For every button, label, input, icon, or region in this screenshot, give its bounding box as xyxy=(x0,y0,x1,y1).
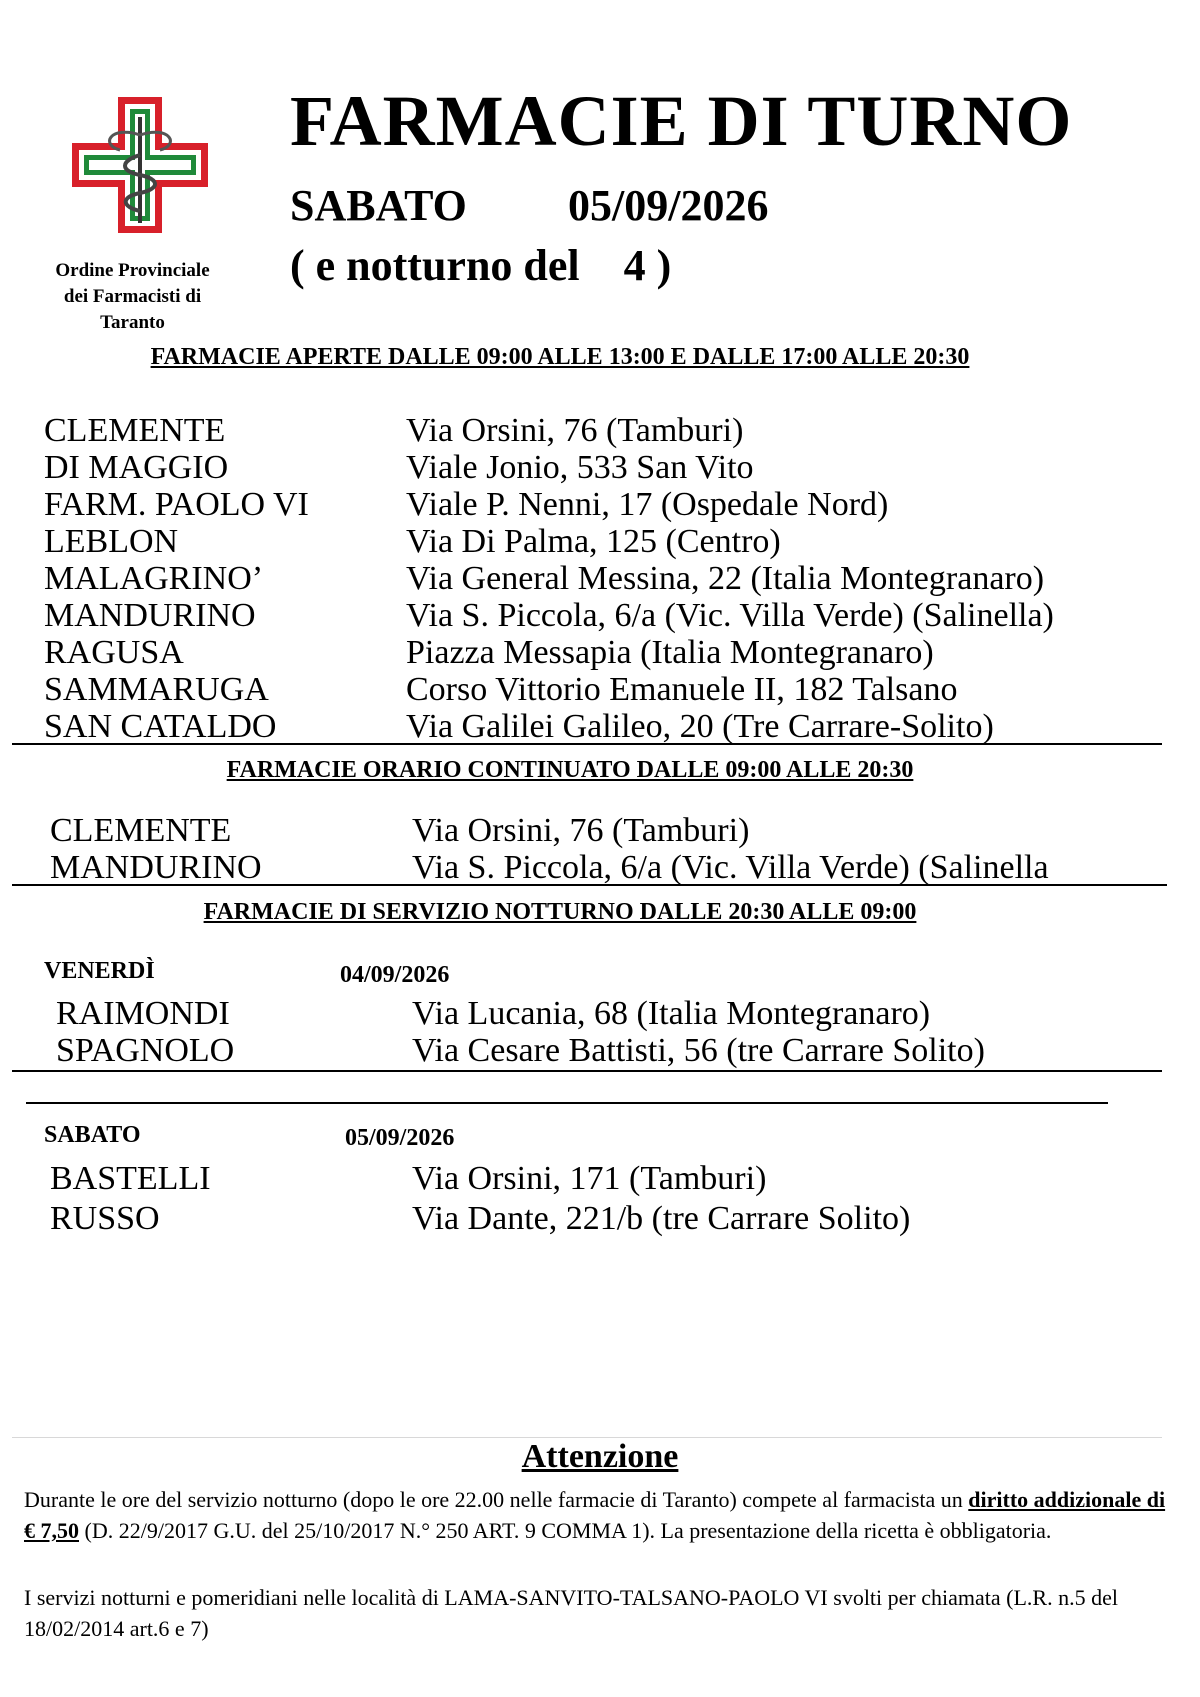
pharmacy-address: Piazza Messapia (Italia Montegranaro) xyxy=(406,634,934,671)
pharmacy-address: Via S. Piccola, 6/a (Vic. Villa Verde) (Salinella) xyxy=(406,597,1054,634)
pharmacy-address: Via Orsini, 76 (Tamburi) xyxy=(412,812,750,849)
pharmacy-address: Via Orsini, 76 (Tamburi) xyxy=(406,412,744,449)
org-line: dei Farmacisti di xyxy=(63,286,202,307)
pharmacy-row xyxy=(44,708,1164,745)
attention-text: Durante le ore del servizio notturno (dopo le ore 22.00 nelle farmacie di Taranto) compete al farmacista un xyxy=(24,1487,963,1512)
pharmacy-address: Corso Vittorio Emanuele II, 182 Talsano xyxy=(406,671,958,708)
attention-text: (D. 22/9/2017 G.U. del 25/10/2017 N.° 250 ART. 9 COMMA 1). La presentazione della ricetta è obbligatoria. xyxy=(79,1518,1052,1543)
pharmacy-name: CLEMENTE xyxy=(50,812,232,849)
pharmacy-address: Via Lucania, 68 (Italia Montegranaro) xyxy=(412,995,931,1032)
pharmacy-row xyxy=(56,1032,1176,1069)
pharmacy-address: Via S. Piccola, 6/a (Vic. Villa Verde) (Salinella xyxy=(412,849,1049,886)
pharmacy-name: SAN CATALDO xyxy=(44,708,277,745)
pharmacy-name: SAMMARUGA xyxy=(44,671,269,708)
date-label: 05/09/2026 xyxy=(568,181,769,230)
day-label: SABATO xyxy=(290,181,467,230)
pharmacy-name: SPAGNOLO xyxy=(56,1032,235,1069)
pharmacy-row xyxy=(44,597,1164,634)
divider xyxy=(12,1070,1162,1072)
pharmacy-row xyxy=(44,560,1164,597)
section-continuous-heading: FARMACIE ORARIO CONTINUATO DALLE 09:00 ALLE 20:30 xyxy=(226,757,914,783)
divider xyxy=(12,884,1167,886)
pharmacy-name: MALAGRINO’ xyxy=(44,560,264,597)
day-pharmacy-list xyxy=(44,412,1164,745)
attention-title: Attenzione xyxy=(521,1438,679,1475)
pharmacy-row xyxy=(44,449,1164,486)
pharmacy-name: MANDURINO xyxy=(44,597,256,634)
pharmacy-name: DI MAGGIO xyxy=(44,449,229,486)
pharmacy-row xyxy=(44,523,1164,560)
pharmacy-row xyxy=(56,995,1176,1032)
continuous-pharmacy-list xyxy=(50,812,1170,886)
pharmacy-address: Via Di Palma, 125 (Centro) xyxy=(406,523,781,560)
additional-fee: diritto addizionale di € 7,50 xyxy=(24,1487,1166,1543)
pharmacy-name: LEBLON xyxy=(44,523,179,560)
pharmacy-address: Viale Jonio, 533 San Vito xyxy=(406,449,754,486)
pharmacy-address: Via Orsini, 171 (Tamburi) xyxy=(412,1160,767,1197)
pharmacy-name: BASTELLI xyxy=(50,1160,211,1197)
saturday-day-label: SABATO xyxy=(44,1122,141,1148)
pharmacy-address: Via General Messina, 22 (Italia Montegranaro) xyxy=(406,560,1045,597)
friday-night-list xyxy=(56,995,1176,1069)
friday-day-label: VENERDÌ xyxy=(44,958,155,984)
divider xyxy=(26,1102,1108,1104)
page-title: FARMACIE DI TURNO xyxy=(290,81,1073,161)
pharmacy-address: Via Cesare Battisti, 56 (tre Carrare Solito) xyxy=(412,1032,985,1069)
pharmacy-row xyxy=(50,1160,1170,1200)
pharmacy-address: Via Dante, 221/b (tre Carrare Solito) xyxy=(412,1200,911,1237)
attention-paragraph-1 xyxy=(24,1484,1174,1546)
pharmacy-row xyxy=(44,671,1164,708)
pharmacy-cross-logo-icon xyxy=(70,95,210,235)
organization-name xyxy=(30,258,235,336)
saturday-night-list xyxy=(50,1160,1170,1240)
pharmacy-row xyxy=(50,812,1170,849)
org-line: Ordine Provinciale xyxy=(55,260,210,281)
org-line: Taranto xyxy=(100,312,165,333)
pharmacy-row xyxy=(44,412,1164,449)
pharmacy-name: RAIMONDI xyxy=(56,995,230,1032)
pharmacy-address: Via Galilei Galileo, 20 (Tre Carrare-Solito) xyxy=(406,708,994,745)
pharmacy-address: Viale P. Nenni, 17 (Ospedale Nord) xyxy=(406,486,889,523)
pharmacy-row xyxy=(44,486,1164,523)
pharmacy-row xyxy=(50,849,1170,886)
pharmacy-name: MANDURINO xyxy=(50,849,262,886)
attention-paragraph-2: I servizi notturni e pomeridiani nelle località di LAMA-SANVITO-TALSANO-PAOLO VI svolti per chiamata (L.R. n.5 del 18/02/2014 art.6 e 7) xyxy=(24,1585,1118,1641)
section-day-heading: FARMACIE APERTE DALLE 09:00 ALLE 13:00 E DALLE 17:00 ALLE 20:30 xyxy=(150,344,970,370)
divider xyxy=(12,743,1162,745)
pharmacy-row xyxy=(44,634,1164,671)
section-night-heading: FARMACIE DI SERVIZIO NOTTURNO DALLE 20:30 ALLE 09:00 xyxy=(203,899,917,925)
pharmacy-name: CLEMENTE xyxy=(44,412,226,449)
pharmacy-name: FARM. PAOLO VI xyxy=(44,486,309,523)
friday-date-label: 04/09/2026 xyxy=(340,962,450,988)
subtitle xyxy=(290,180,769,231)
pharmacy-name: RAGUSA xyxy=(44,634,184,671)
night-note: ( e notturno del 4 ) xyxy=(290,241,672,290)
pharmacy-name: RUSSO xyxy=(50,1200,160,1237)
pharmacy-row xyxy=(50,1200,1170,1240)
saturday-date-label: 05/09/2026 xyxy=(345,1125,455,1151)
